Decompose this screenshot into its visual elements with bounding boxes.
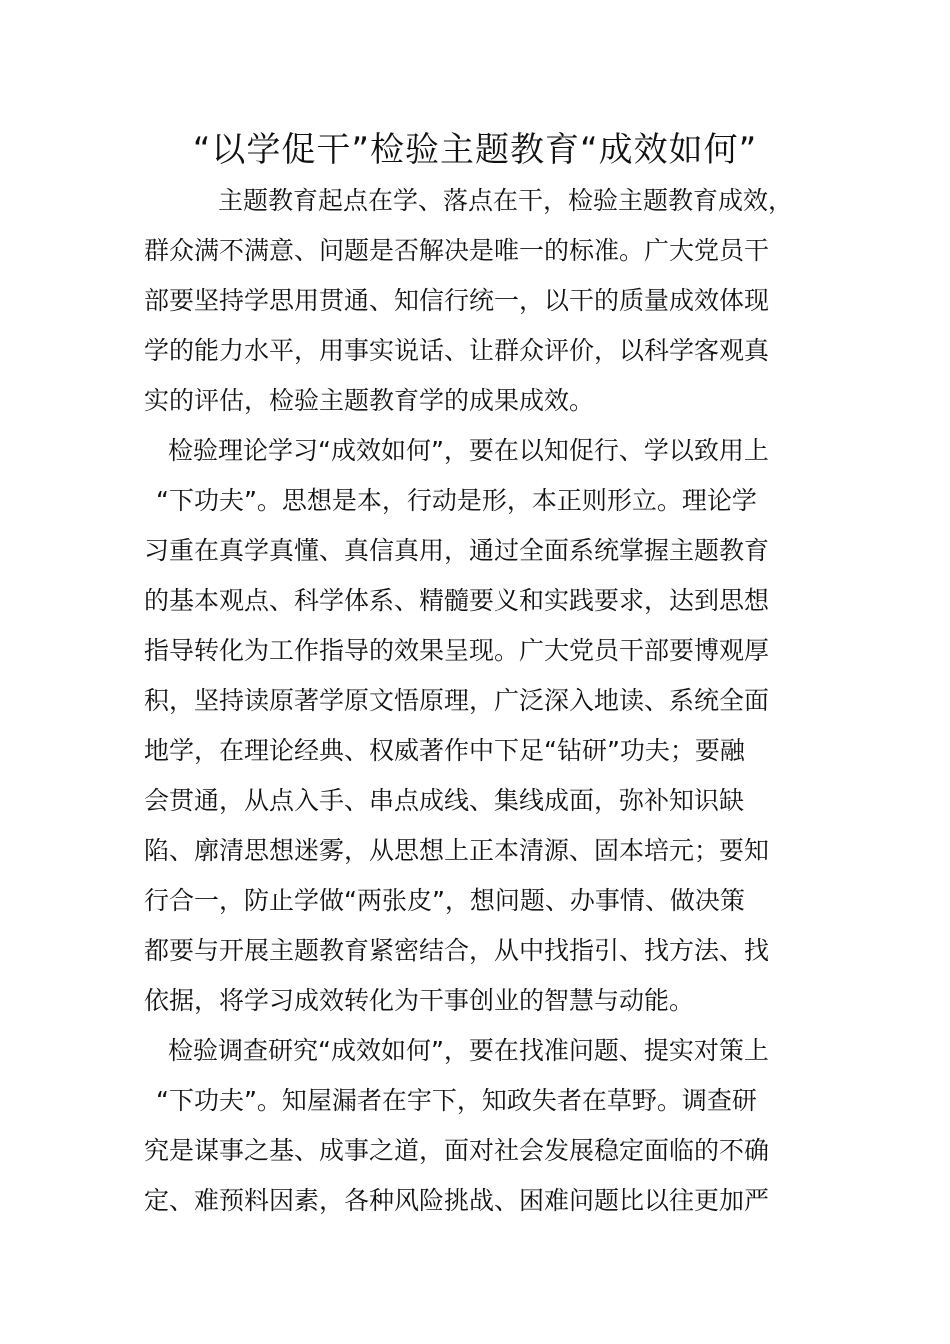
text-line: 行合一，防止学做“两张皮”，想问题、办事情、做决策 bbox=[144, 886, 745, 915]
text-line: 都要与开展主题教育紧密结合，从中找指引、找方法、找 bbox=[144, 936, 770, 965]
text-line: 学的能力水平，用事实说话、让群众评价，以科学客观真 bbox=[144, 336, 770, 365]
text-line: 会贯通，从点入手、串点成线、集线成面，弥补知识缺 bbox=[144, 786, 745, 815]
text-line: 检验调查研究“成效如何”，要在找准问题、提实对策上 bbox=[168, 1036, 769, 1065]
paragraph-2 bbox=[144, 426, 808, 1026]
text-line: 检验理论学习“成效如何”，要在以知促行、学以致用上 bbox=[168, 436, 769, 465]
text-line: 地学，在理论经典、权威著作中下足“钻研”功夫；要融 bbox=[144, 736, 745, 765]
document-body bbox=[144, 176, 808, 1226]
text-line: 实的评估，检验主题教育学的成果成效。 bbox=[144, 386, 595, 415]
text-line: 群众满不满意、问题是否解决是唯一的标准。广大党员干 bbox=[144, 236, 770, 265]
text-line: 陷、廓清思想迷雾，从思想上正本清源、固本培元；要知 bbox=[144, 836, 770, 865]
text-line: 积，坚持读原著学原文悟原理，广泛深入地读、系统全面 bbox=[144, 686, 770, 715]
text-line: 部要坚持学思用贯通、知信行统一，以干的质量成效体现 bbox=[144, 286, 770, 315]
text-line: 的基本观点、科学体系、精髓要义和实践要求，达到思想 bbox=[144, 586, 770, 615]
document-title: “以学促干”检验主题教育“成效如何” bbox=[192, 130, 758, 170]
text-line: 定、难预料因素，各种风险挑战、困难问题比以往更加严 bbox=[144, 1186, 770, 1215]
text-line: 主题教育起点在学、落点在干，检验主题教育成效， bbox=[218, 186, 794, 215]
text-line: 指导转化为工作指导的效果呈现。广大党员干部要博观厚 bbox=[144, 636, 770, 665]
text-line: 依据，将学习成效转化为干事创业的智慧与动能。 bbox=[144, 986, 695, 1015]
text-line: 习重在真学真懂、真信真用，通过全面系统掌握主题教育 bbox=[144, 536, 770, 565]
text-line: 究是谋事之基、成事之道，面对社会发展稳定面临的不确 bbox=[144, 1136, 770, 1165]
paragraph-1 bbox=[144, 176, 808, 426]
paragraph-3 bbox=[144, 1026, 808, 1226]
text-line: “下功夫”。知屋漏者在宇下，知政失者在草野。调查研 bbox=[156, 1086, 757, 1115]
text-line: “下功夫”。思想是本，行动是形，本正则形立。理论学 bbox=[156, 486, 757, 515]
